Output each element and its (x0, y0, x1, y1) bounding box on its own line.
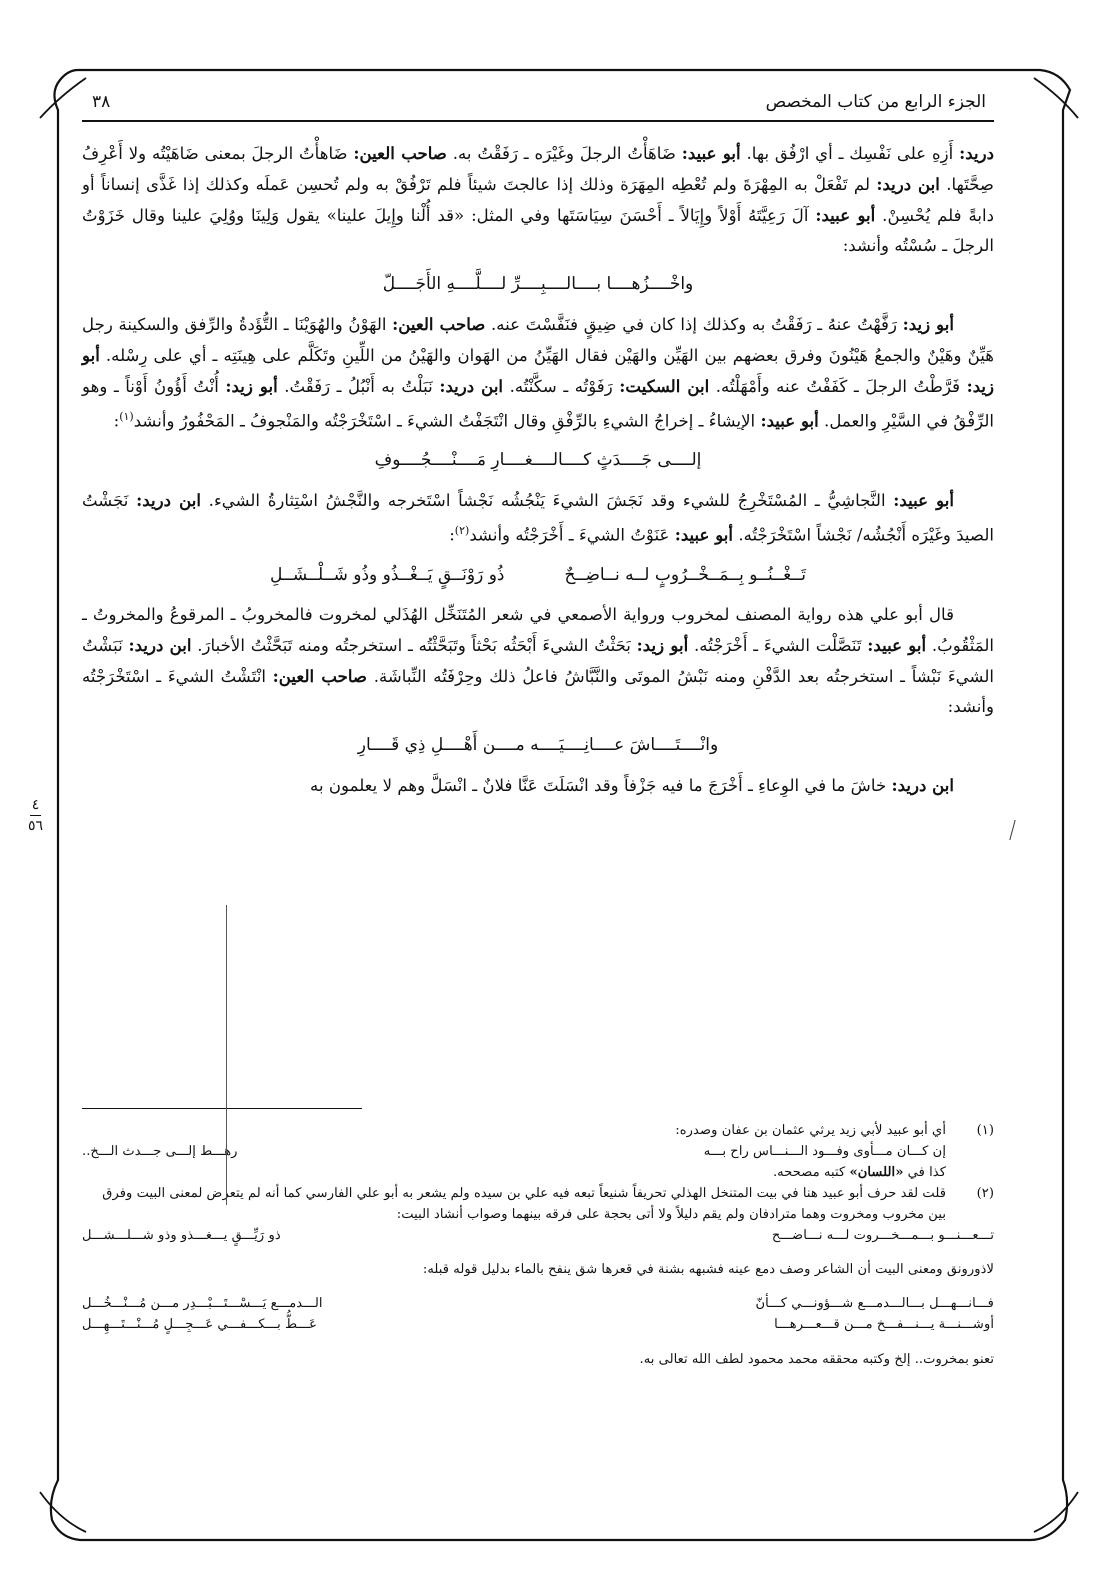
speaker-name: صاحب العين: (353, 143, 447, 163)
text-run: تَنَصَّلْت الشيءَ ـ أَخْرَجْتُه. (688, 636, 868, 656)
footnote-2-line-3: تعنو بمخروت.. إلخ وكتبه محققه محمد محمود لطف الله تعالى به. (639, 1351, 994, 1367)
speaker-name: دريد: (959, 143, 994, 163)
footnote-1-number: (١) (976, 1123, 994, 1138)
running-title: الجزء الرابع من كتاب المخصص (765, 92, 986, 112)
text-run: نَجَشْتُ الصيدَ وغَيْرَه أَنْجُشُه/ نَجْشاً اسْتَخْرَجْتُه. (82, 490, 994, 545)
footnote-2-number: (٢) (976, 1186, 994, 1201)
verse-4: وانْــــتَــــاشَ عــــانِــــيَــــه مــــن أَهْــــلِ ذِي قَــــارِ (357, 735, 719, 756)
folio-bottom: ٥٦ (28, 818, 44, 834)
page-number: ٣٨ (92, 92, 111, 112)
verse-3 (82, 560, 994, 590)
footnote-1 (82, 1120, 994, 1183)
lisan-reference: «اللسان» (849, 1165, 904, 1180)
folio-divider (30, 815, 41, 816)
verse-3-first-hemistich: تَــغْــنُــو بِــمَــخْــرُوبٍ لــه نــاضِــحٌ (564, 565, 806, 586)
paragraph-4 (82, 600, 994, 722)
text-run: ضَاهَأْتُ الرجلَ وغَيْرَه ـ رَفَقْتُ به. (446, 144, 682, 163)
running-header (82, 92, 994, 120)
speaker-name: أبو عبيد: (681, 143, 741, 163)
footnote-1-verse (82, 1141, 946, 1162)
text-run: رَفَّهْتُ عنهُ ـ رَفَقْتُ به وكذلك إذا كان في ضِيقٍ فنَفَّسْتَ عنه. (485, 315, 903, 334)
speaker-name: أبو عبيد: (815, 205, 876, 225)
verse-1: واخْــــزُهــــا بــــالــــبِــــرِّ لــــلَّــــهِ الأَجَــــلّ (382, 274, 694, 294)
text-run: : (449, 525, 455, 545)
speaker-name: أبو عبيد: (674, 524, 734, 545)
header-rule (82, 120, 994, 122)
footnote-2-line-1: قلت لقد حرف أبو عبيد هنا في بيت المتنخل الهذلي تحريفاً شنيعاً تبعه فيه علي بن سيده ولم يشعر به أبو علي الفارسي كما أنه لم يتعرض لمعنى البيت وفرق بين مخروب ومخروت وهما مترادفان ولم يقم دليلاً ولا أتى بحجة على فرقه بينهما وصواب أنشاد البيت: (102, 1186, 946, 1222)
footnote-1-line-1: أي أبو عبيد لأبي زيد يرثي عثمان بن عفان وصدره: (675, 1123, 946, 1138)
footnote-2-line-2: لاذورونق ومعنى البيت أن الشاعر وصف دمع عينه فشبهه بشنة في قعرها شق ينفح بالماء بدليل قوله قبله: (422, 1262, 994, 1278)
text-run: نَبَشْتُ الشيءَ نَبْشاً ـ استخرجتُه بعد الدَّفْنِ ومنه نَبْشُ الموتَى والنَّبَّاشُ فاعلُ ذلك وحِرْفَتُه النِّباشَة. (82, 636, 994, 687)
footnote-2 (82, 1183, 994, 1225)
footnote-1-line-2: كذا في «اللسان» كتبه مصححه. (772, 1165, 946, 1180)
footnote-1-verse-first: إن كـــان مـــأوى وفـــود الـــنـــاس راح بـــه (703, 1144, 946, 1159)
speaker-name: ابن السكيت: (619, 376, 710, 396)
text-run: آلَ رَعِيَّتَهُ أَوْلاً وإِيَالاً ـ أَحْسَنَ سِيَاسَتَها وفي المثل: «قد أُلْنا وإِيلَ علينا» يقول وَلِينَا ووُلِيَ علينا وقال خَزَوْتُ الرجلَ ـ سُسْتُه وأنشد: (82, 206, 994, 255)
text-run: بَحَثْتُ الشيءَ أَبْحَثُه بَحْثاً وتَبَحَّثْتُه ـ استخرجتُه ومنه تَبَحَّثْتُ الأخبارَ. (191, 636, 637, 656)
paragraph-3 (82, 485, 994, 551)
text-run: ضَاهأْتُ الرجلَ بمعنى ضَاهَيْتُه ولا أَعْرِفُ صِحَّتَها. (82, 144, 994, 194)
scan-vertical-line (226, 905, 227, 1205)
footnotes (82, 1120, 994, 1383)
speaker-name: أبو زيد: (636, 635, 689, 656)
text-run: لم تَفْعَلْ به المِهْرَةَ ولم تُعْطِه المِهَرَة وذلك إذا عالجتَ شيئاً فلم تَرْفُقْ به ولم تُحسِن عَملَه وكذلك إذا غَذَّى إنساناً أو دابةً فلم يُحْسِنْ. (82, 175, 994, 225)
text-run: نَبَلْتُ به أَنْبُلُ ـ رَفَقْتُ. (277, 377, 440, 396)
footnote-2-verse-3: أوشـــنـــة يـــنـــفـــخ مـــن قـــعـــرهـــا عَـــطُّ بـــكـــفـــي عَـــجِـــلٍ مُـــنْـــتَـــهِـــل (82, 1317, 994, 1333)
footnote-2-verse-1: تـــعـــنـــو بـــمـــخـــروت لـــه نـــاضـــح ذو رَيِّـــقٍ يـــغـــذو وذو شـــلـــشـــل (82, 1228, 994, 1243)
text-run: خاشَ ما في الوِعاءِ ـ أَخْرَجَ ما فيه جَزْفاً وقد انْسَلَتَ عَنَّا فلانٌ ـ انْسَلَّ وهم لا يعلمون به (310, 776, 892, 796)
speaker-name: ابن دريد: (136, 489, 201, 510)
verse-3-second-hemistich: ذُو رَوْنَــقٍ يَــغْــذُو وذُو شَــلْــشَــلِ (270, 565, 505, 586)
speaker-name: صاحب العين: (392, 314, 486, 334)
text-run: قال أبو علي هذه رواية المصنف لمخروب ورواية الأصمعي في شعر المُتَنَخِّل الهُذَلي لمخروت فالمخروبُ ـ المرقوعُ والمخروتُ ـ المَثْقُوبُ. (82, 605, 995, 656)
footnote-2-verse-2: فـــانـــهـــل بـــالـــدمـــع شـــؤونـــي كـــأنّ الـــدمـــع يَـــسْـــتَـــبْـــدِر مـــن مُـــنْـــخُـــل (82, 1296, 994, 1312)
manuscript-folio-marker (28, 796, 43, 835)
text-run: : (113, 411, 120, 431)
speaker-name: ابن دريد: (439, 376, 504, 396)
speaker-name: أبو زيد: (225, 376, 278, 396)
footnote-1-verse-second: رهـــط إلـــى جـــدث الـــخ.. (82, 1144, 238, 1159)
speaker-name: أبو زيد: (902, 314, 954, 334)
footnote-ref: (٢) (454, 523, 470, 537)
text-run: الإيشاءُ ـ إخراجُ الشيءِ بالرِّفْقِ وقال انْتَجَفْتُ الشيءَ ـ اسْتَخْرَجْتُه والمَنْجوفُ ـ المَحْفُورُ وأنشد (133, 411, 761, 431)
page (82, 92, 994, 1512)
paragraph-2 (82, 309, 994, 437)
text-run: فَرَّطْتُ الرجلَ ـ كَفَفْتُ عنه وأَمْهَلْتُه. (709, 377, 967, 396)
speaker-name: أبو عبيد: (893, 489, 954, 510)
footnote-ref: (١) (119, 410, 134, 423)
speaker-name: ابن دريد: (891, 775, 954, 796)
text-run: أُنْتُ أَؤُونُ أَوْناً ـ وهو الرِّفْقُ في السَّيْرِ والعمل. (82, 377, 994, 431)
speaker-name: أبو عبيد: (760, 410, 819, 431)
text-run: رَفَوْتُه ـ سكَّنْتُه. (503, 377, 620, 396)
speaker-name: ابن دريد: (128, 635, 192, 656)
speaker-name: أبو زيد: (82, 345, 995, 396)
footnote-rule (82, 1108, 362, 1109)
main-text (82, 138, 994, 801)
text-run: عَنَوْتُ الشيءَ ـ أَخْرَجْتُه وأنشد (469, 525, 675, 545)
paragraph-1 (82, 138, 994, 261)
text-run: أَزِهِ على نَفْسِك ـ أي ارْفُق بها. (740, 144, 960, 163)
speaker-name: ابن دريد: (876, 174, 940, 194)
text-run: النَّجاشِيُّ ـ المُسْتَخْرِجُ للشيء وقد نَجَشَ الشيءَ يَنْجُشُه نَجْشاً اسْتَخرجه والنَّجْشُ اسْتِثارةُ الشيء. (201, 490, 894, 510)
speaker-name: أبو عبيد: (867, 635, 927, 656)
speaker-name: صاحب العين: (272, 666, 368, 687)
verse-2: إلــــى جَــــدَثٍ كــــالــــغــــارِ مَــــنْــــجُــــوفِ (374, 449, 702, 470)
paragraph-5 (82, 770, 994, 801)
text-run: الهَوْنُ والهُوَيْنَا ـ التُّؤَدةُ والرِّفق والسكينة رجل هَيِّنٌ وهَيْنٌ والجمعُ هَيْنُونَ وفرق بعضهم بين الهَيِّن والهَيْن فقال الهَيِّنُ من الهَوان والهَيْنُ من اللِّينِ وتَكَلَّم على هِينَتِه ـ أي على رِسْله. (82, 315, 994, 365)
text-run: انْتَشْتُ الشيءَ ـ اسْتَخْرَجْتُه وأنشد: (82, 667, 994, 717)
folio-top: ٤ (31, 797, 40, 813)
